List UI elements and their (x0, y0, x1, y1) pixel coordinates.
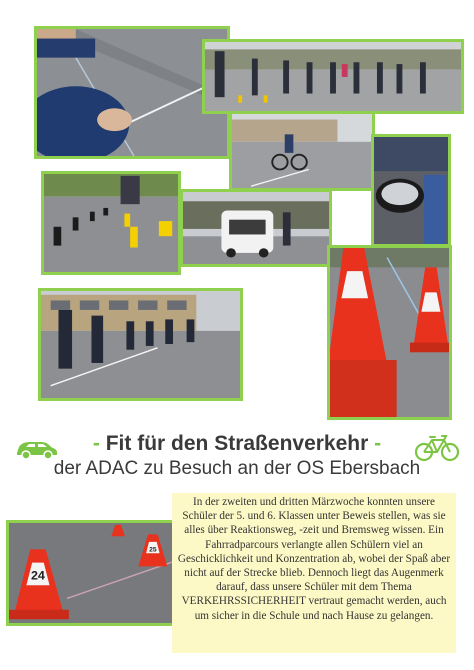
photo-cyclist (229, 111, 375, 191)
cone-number-1: 24 (30, 568, 45, 583)
article-text: In der zweiten und dritten Märzwoche konnten unsere Schüler der 5. und 6. Klassen unter Beweis stellen, was sie alles über Reaktionsweg, -zeit und Bremsweg wissen. Ein Fahrradparcours verlangte allen Schülern viel an Geschicklichkeit und Konzentration ab, wobei der Spaß aber nicht auf der Strecke blieb. Dennoch liegt das Augenmerk darauf, dass unsere Schüler mit dem Thema VERKEHRSSICHERHEIT vertraut gemacht werden, auch um sicher in die Schule und nach Hause zu gelangen. (172, 493, 456, 653)
photo-bollards (41, 171, 181, 275)
photo-car (180, 189, 332, 267)
page-subtitle: der ADAC zu Besuch an der OS Ebersbach (53, 458, 421, 479)
cone-number-2: 25 (149, 546, 157, 554)
photo-students-line (38, 288, 243, 401)
photo-helmet (371, 134, 451, 247)
photo-cone-closeup (327, 245, 452, 420)
title-text: Fit für den Straßenverkehr (105, 432, 369, 455)
photo-numbered-cones (6, 520, 179, 626)
title-dash-left: - (92, 432, 106, 455)
photo-group-walking (202, 39, 464, 114)
page-title (64, 428, 410, 460)
title-dash-right: - (368, 432, 382, 455)
photo-measuring (34, 26, 230, 159)
